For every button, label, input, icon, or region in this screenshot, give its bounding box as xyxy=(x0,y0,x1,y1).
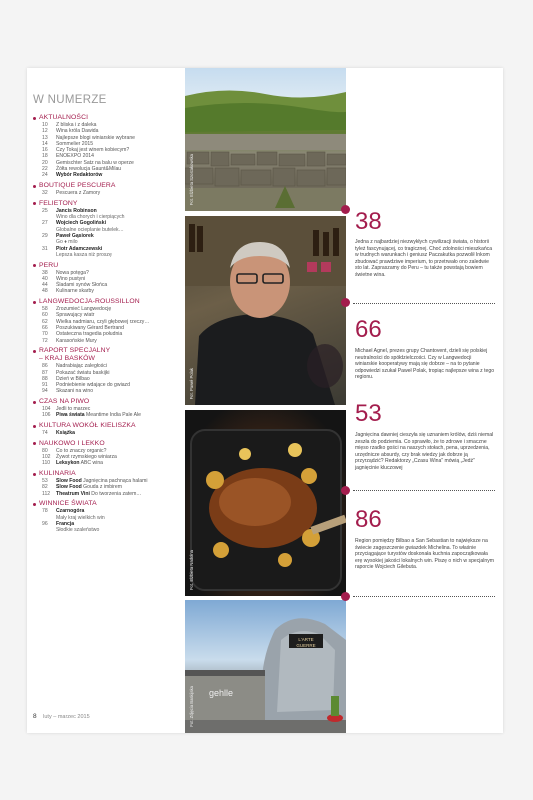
building-sign: gehlle xyxy=(209,688,234,698)
section-heading[interactable]: PERU xyxy=(33,262,183,270)
teaser-dot xyxy=(341,486,350,495)
toc-item-text: Słodkie szaleństwo xyxy=(56,527,100,534)
page-number: 8 xyxy=(33,713,37,720)
toc-page-number: 58 xyxy=(42,306,48,313)
toc-page-number: 18 xyxy=(42,153,48,160)
toc-section xyxy=(33,398,183,419)
toc-title: W NUMERZE xyxy=(33,94,107,106)
toc-page-number: 88 xyxy=(42,375,48,382)
magazine-page xyxy=(27,68,503,733)
toc-item-text: Wino dla chorych i cierpiących xyxy=(56,214,125,221)
toc-item-text: Najlepsze blogi winiarskie wybrane xyxy=(56,134,135,141)
toc-section xyxy=(33,114,183,179)
section-heading[interactable]: CZAS NA PIWO xyxy=(33,398,183,406)
toc-item-text: Wina króla Dawida xyxy=(56,128,99,135)
toc-page-number: 70 xyxy=(42,331,48,338)
toc-page-number: 91 xyxy=(42,382,48,389)
toc-page-number: 82 xyxy=(42,484,48,491)
toc-item-text: Go ♦ milo xyxy=(56,239,78,246)
toc-page-number: 94 xyxy=(42,388,48,395)
teaser-dot xyxy=(341,592,350,601)
toc-item-text: Dzień w Bilbao xyxy=(56,375,90,382)
toc-item-text: Z bliska i z daleka xyxy=(56,122,97,128)
toc-page-number: 16 xyxy=(42,147,48,154)
toc-section xyxy=(33,470,183,497)
toc-item-subtitle: Jagnięcina pachnąca halami xyxy=(83,478,148,485)
toc-item-text: Czarnogóra xyxy=(56,508,85,515)
toc-item[interactable] xyxy=(33,527,183,533)
toc-page-number: 22 xyxy=(42,166,48,173)
teaser-divider xyxy=(353,490,495,491)
toc-page-number: 86 xyxy=(42,363,48,370)
toc-item-text: Slow Food xyxy=(56,484,82,491)
toc-item[interactable] xyxy=(33,460,183,466)
teaser-text: Jagnięcina dawniej cieszyła się uznaniem królów, dziś niemal zeszła do podziemia. Co sprawiło, że to zdrowe i smaczne mięso rzadko gości na naszych stołach, pena, uprzedzenia, urzędnicze absurdy, czy brak wiedzy jak dobrze ją przyrządzić? Redaktorzy „Czasu Wina” mówią „Jedź” jagnięcinie kluczowej xyxy=(355,432,494,471)
toc-page-number: 44 xyxy=(42,282,48,289)
toc-item-text: Paweł Gąsiorek xyxy=(56,232,94,239)
toc-item-text: Wojciech Gogoliński xyxy=(56,220,107,227)
toc-page-number: 13 xyxy=(42,134,48,141)
toc-page-number: 25 xyxy=(42,207,48,214)
section-heading[interactable]: BOUTIQUE PESCUERA xyxy=(33,182,183,190)
toc-page-number: 40 xyxy=(42,275,48,282)
toc-item-text: ENOEXPO 2014 xyxy=(56,153,94,160)
toc-page-number: 78 xyxy=(42,508,48,515)
toc-item-text: Pokazać światu baskijki xyxy=(56,369,110,376)
toc-section xyxy=(33,500,183,533)
photo-credit: Fot. Elżbieta Szostakowska xyxy=(189,153,194,205)
toc-page-number: 20 xyxy=(42,159,48,166)
teaser-page-number: 38 xyxy=(355,208,382,235)
section-heading[interactable]: RAPORT SPECJALNY xyxy=(33,347,183,355)
toc-page-number: 96 xyxy=(42,520,48,527)
toc-item-text: Piotr Adamczewski xyxy=(56,245,103,252)
toc-item[interactable] xyxy=(33,252,183,258)
toc-item-subtitle: Do tworzenia zatem… xyxy=(91,490,142,497)
toc-page-number: 14 xyxy=(42,140,48,147)
teaser-dot xyxy=(341,205,350,214)
toc-item-title xyxy=(56,288,183,294)
toc-item-title xyxy=(56,430,183,436)
toc-item-text: Slow Food xyxy=(56,478,82,485)
toc-item-text: Theatrum Vini xyxy=(56,490,90,497)
toc-page-number: 29 xyxy=(42,232,48,239)
toc-item-text: Gemischter Satz na balu w operze xyxy=(56,159,134,166)
issue-date: luty – marzec 2015 xyxy=(43,714,90,720)
portrait-illustration xyxy=(185,216,346,405)
toc-item-title xyxy=(56,338,183,344)
toc-page-number xyxy=(33,252,56,258)
toc-item-text: Śladami synów Słońca xyxy=(56,282,108,289)
toc-item-text: Żółta rewolucja Gaunt&Milau xyxy=(56,166,122,173)
toc-page-number: 106 xyxy=(42,412,51,419)
toc-item-title xyxy=(56,491,183,497)
teaser-divider xyxy=(353,303,495,304)
photo-portrait-man xyxy=(185,216,346,405)
toc-item-title xyxy=(56,412,183,418)
toc-page-number: 104 xyxy=(42,406,51,413)
toc-item[interactable] xyxy=(33,288,183,294)
teaser-divider xyxy=(353,596,495,597)
toc-item-subtitle: ABC wina xyxy=(80,460,104,467)
section-heading[interactable]: LANGWEDOCJA-ROUSSILLON xyxy=(33,298,183,306)
toc-item-text: Nadrabiając zaległości xyxy=(56,363,107,370)
toc-item-text: Francja xyxy=(56,520,75,527)
toc-section xyxy=(33,182,183,196)
toc-item[interactable] xyxy=(33,412,183,418)
toc-item-text: Wybór Redaktorów xyxy=(56,172,103,179)
photo-credit: Fot. Zdjęcia Baskijska xyxy=(189,686,194,727)
toc-page-number: 80 xyxy=(42,447,48,454)
toc-section xyxy=(33,298,183,344)
museum-sign-bottom: GUERRE xyxy=(296,643,316,648)
toc-item-text: Jancis Robinson xyxy=(56,207,97,214)
toc-item-text: Skazani na wino xyxy=(56,388,94,395)
toc-page-number: 62 xyxy=(42,318,48,325)
toc-item-text: Globalne ocieplanie butelek… xyxy=(56,226,124,233)
toc-section xyxy=(33,347,183,394)
toc-item-text: Kulinarne skarby xyxy=(56,288,94,295)
toc-sections xyxy=(33,114,183,534)
toc-item-text: Wielka nadmiaru, czyli głębowej rzeczy… xyxy=(56,318,150,325)
toc-item-title xyxy=(56,527,183,533)
toc-item-text: Podniebienie wdające do gwiazd xyxy=(56,382,130,389)
toc-item-title xyxy=(56,190,183,196)
toc-item-text: Co to znaczy organic? xyxy=(56,447,107,454)
photo-credit: Fot. Elżbieta Nadolna xyxy=(189,549,194,590)
toc-item-text: Sprawujący wiatr xyxy=(56,312,95,319)
toc-section xyxy=(33,200,183,258)
museum-sign-top: L'ARTE xyxy=(298,637,314,642)
toc-item-subtitle: Gouda z imbirem xyxy=(83,484,122,491)
toc-item[interactable] xyxy=(33,338,183,344)
toc-item-title xyxy=(56,388,183,394)
toc-page-number: 102 xyxy=(42,454,51,461)
section-heading[interactable]: KULTURA WOKÓŁ KIELISZKA xyxy=(33,422,183,430)
toc-page-number: 60 xyxy=(42,312,48,319)
toc-item-text: Zrozumieć Langwedocję xyxy=(56,306,112,313)
section-heading-continued: – KRAJ BASKÓW xyxy=(39,355,96,363)
toc-item[interactable] xyxy=(33,388,183,394)
toc-page-number: 12 xyxy=(42,128,48,135)
teaser-text: Michael Agnel, prezes grupy Chantovent, dzieli się polskiej neutralności do spółdzielczości. Czy w Langwedocji winiarskie kooperatywy mają się dobrze – na to pytanie odpowiedzi szukał Paweł Polak, tropiąc najlepsze wina z tego regionu. xyxy=(355,348,495,380)
photo-credit: Fot. Paweł Polak xyxy=(189,367,194,399)
toc-item-text: Jedli to marzec xyxy=(56,406,91,413)
toc-page-number: 27 xyxy=(42,220,48,227)
toc-page-number: 110 xyxy=(42,460,51,467)
toc-page-number: 66 xyxy=(42,324,48,331)
photo-roast-lamb xyxy=(185,410,346,596)
table-of-contents xyxy=(33,94,183,537)
teaser-dot xyxy=(341,298,350,307)
teaser-page-number: 86 xyxy=(355,506,382,533)
toc-page-number xyxy=(33,527,56,533)
toc-section xyxy=(33,262,183,295)
toc-page-number: 87 xyxy=(42,369,48,376)
toc-page-number: 24 xyxy=(42,172,48,179)
toc-page-number: 74 xyxy=(42,430,48,437)
section-heading[interactable]: WINNICE ŚWIATA xyxy=(33,500,183,508)
section-heading[interactable]: NAUKOWO I LEKKO xyxy=(33,440,183,448)
toc-page-number: 48 xyxy=(42,288,48,295)
toc-page-number: 31 xyxy=(42,245,48,252)
toc-page-number: 112 xyxy=(42,490,51,497)
toc-item-text: Lepsza kasza niż proszę xyxy=(56,251,112,258)
toc-page-number: 38 xyxy=(42,269,48,276)
toc-item-text: Żywot rzymskiego winiarza xyxy=(56,454,117,461)
toc-item-text: Ostateczna tragedia południa xyxy=(56,331,123,338)
toc-item-text: Nowa potęga? xyxy=(56,269,89,276)
food-illustration xyxy=(185,410,346,596)
ruins-illustration xyxy=(185,68,346,211)
photo-inca-ruins xyxy=(185,68,346,211)
toc-page-number: 72 xyxy=(42,337,48,344)
toc-item[interactable] xyxy=(33,430,183,436)
toc-item-text: Wino pustyni xyxy=(56,275,86,282)
teaser-text: Jedna z najbardziej niezwykłych cywilizacji świata, o historii tyleż fascynującej, co tragicznej. Choć zdolności mieszkańca w trudnych warunkach i geniusz Paczakutka pozwolił Inkom zbudować prawdziwe imperium, to przetrwało ono zaledwie sto lat. Zapraszamy do Peru – tu także powstają bowiem świetne wina. xyxy=(355,239,493,278)
toc-item[interactable] xyxy=(33,190,183,196)
photo-bilbao-museum xyxy=(185,600,346,733)
toc-item-title xyxy=(56,172,183,178)
toc-section xyxy=(33,422,183,436)
toc-item-text: Mały kraj wielkich win xyxy=(56,514,105,521)
section-heading[interactable]: FELIETONY xyxy=(33,200,183,208)
teaser-page-number: 66 xyxy=(355,316,382,343)
toc-item-subtitle: Meantime India Pale Ale xyxy=(86,412,141,419)
toc-page-number: 53 xyxy=(42,478,48,485)
toc-item[interactable] xyxy=(33,172,183,178)
toc-item-text: Czy Tokaj jest winem kobiecym? xyxy=(56,147,130,154)
section-heading[interactable]: KULINARIA xyxy=(33,470,183,478)
toc-section xyxy=(33,440,183,467)
toc-item-text: Książka xyxy=(56,430,75,437)
museum-illustration xyxy=(185,600,346,733)
toc-item-text: Poszukiwany Gérard Bertrand xyxy=(56,324,124,331)
toc-item-text: Pescuera z Zamory xyxy=(56,190,101,197)
toc-item-text: Sommelier 2015 xyxy=(56,140,94,147)
section-heading[interactable]: AKTUALNOŚCI xyxy=(33,114,183,122)
teaser-text: Region pomiędzy Bilbao a San Sebastian to największe na świecie zagęszczenie gwiazdek Michelina. To właśnie przyciągające turystów doskonała kuchnia zapoczątkowała erę wysokiej jakości lokalnych win. Piszę o nich w specjalnym raporcie Wojciech Gilebuta. xyxy=(355,538,495,570)
teaser-page-number: 53 xyxy=(355,400,382,427)
toc-item[interactable] xyxy=(33,491,183,497)
toc-item-text: Leksykon xyxy=(56,460,80,467)
toc-item-title xyxy=(56,460,183,466)
toc-item-text: Piwa świata xyxy=(56,412,85,419)
toc-item-text: Karasońskie Mury xyxy=(56,337,97,344)
toc-page-number: 32 xyxy=(42,190,48,197)
page-footer xyxy=(33,713,90,720)
toc-page-number: 10 xyxy=(42,122,48,128)
toc-item-title xyxy=(56,252,183,258)
